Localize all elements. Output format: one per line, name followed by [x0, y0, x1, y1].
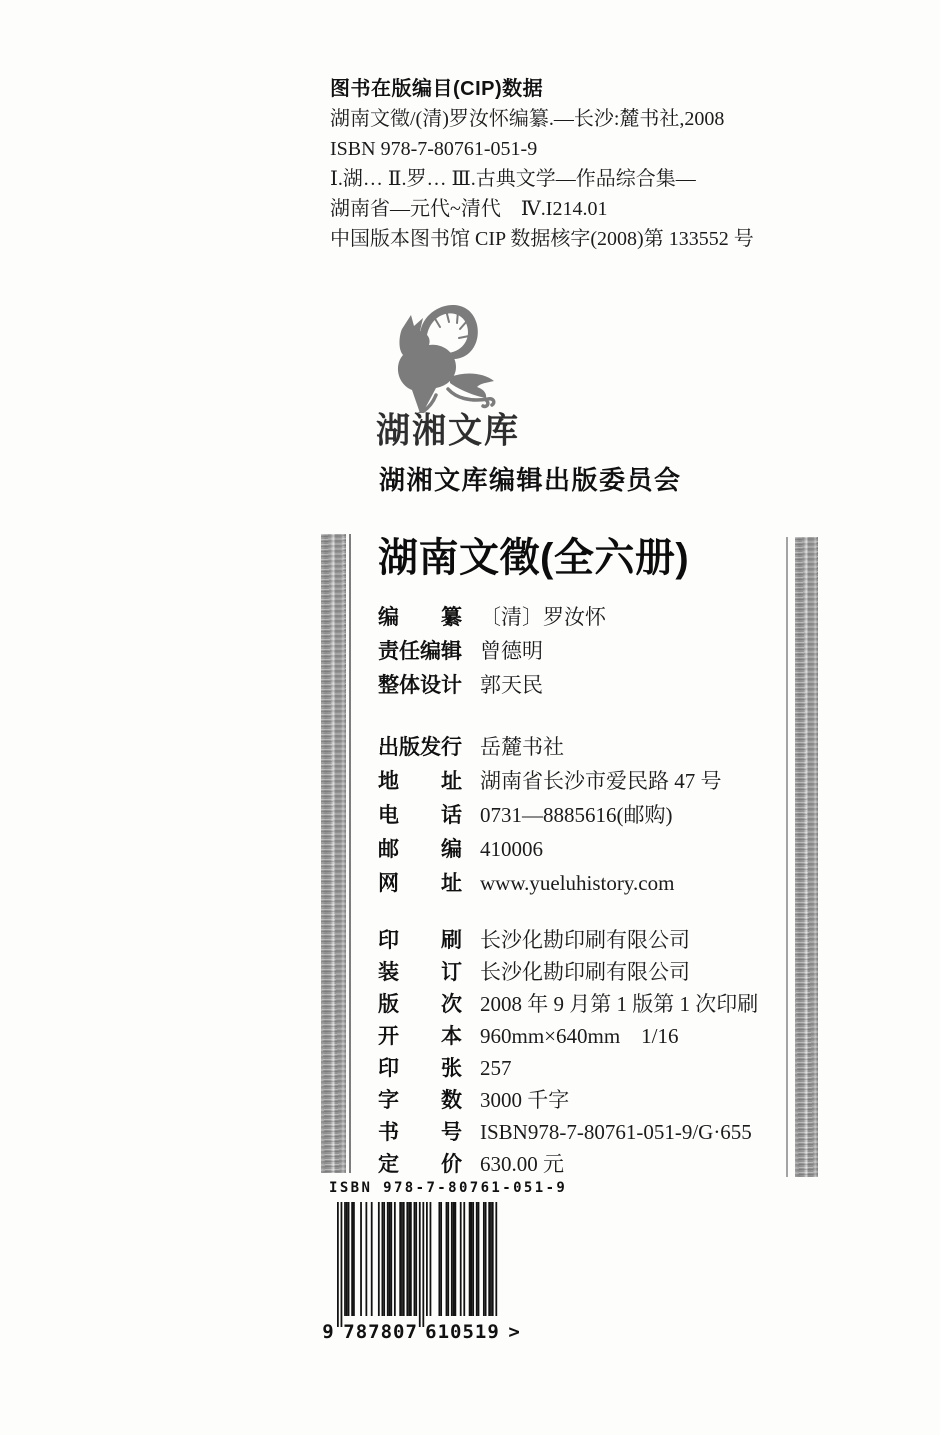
field-value: 0731—8885616(邮购) — [480, 803, 673, 827]
phoenix-bird-logo-icon — [374, 293, 502, 413]
colophon-row — [378, 1116, 798, 1148]
field-label: 出版发行 — [378, 736, 462, 759]
field-value: 岳麓书社 — [480, 735, 564, 759]
left-bar-edge-line — [349, 534, 351, 1173]
colophon-row — [378, 956, 798, 988]
field-value: 3000 千字 — [480, 1088, 570, 1112]
field-label: 责任编辑 — [378, 640, 462, 663]
colophon-row — [378, 1084, 798, 1116]
field-label: 定 价 — [378, 1153, 462, 1176]
field-label: 版 次 — [378, 993, 462, 1016]
cip-line: Ⅰ.湖… Ⅱ.罗… Ⅲ.古典文学—作品综合集— — [330, 168, 696, 190]
isbn-label: ISBN 978-7-80761-051-9 — [329, 1180, 568, 1196]
colophon-row — [378, 866, 798, 900]
right-bar-texture — [795, 537, 818, 1177]
colophon-row — [378, 988, 798, 1020]
printing-group — [378, 924, 798, 1180]
seal-script-title: 湖湘文库 — [376, 412, 520, 451]
cip-line: 中国版本图书馆 CIP 数据核字(2008)第 133552 号 — [330, 228, 754, 250]
book-title: 湖南文徵(全六册) — [378, 536, 690, 580]
colophon-row — [378, 1020, 798, 1052]
colophon-row — [378, 798, 798, 832]
left-bar-texture — [321, 534, 346, 1173]
field-value: 960mm×640mm 1/16 — [480, 1024, 679, 1048]
colophon-row — [378, 634, 798, 668]
svg-text:787807: 787807 — [343, 1321, 418, 1342]
cip-title: 图书在版编目(CIP)数据 — [330, 78, 544, 100]
colophon-row — [378, 668, 798, 702]
colophon-row — [378, 924, 798, 956]
field-label: 开 本 — [378, 1025, 462, 1048]
field-value: 曾德明 — [480, 639, 543, 663]
field-value: 长沙化勘印刷有限公司 — [480, 960, 690, 984]
field-label: 网 址 — [378, 872, 462, 895]
colophon-row — [378, 832, 798, 866]
editors-group — [378, 600, 798, 702]
left-decorative-bar — [321, 534, 352, 1173]
field-label: 邮 编 — [378, 838, 462, 861]
publisher-group — [378, 730, 798, 900]
colophon-row — [378, 1148, 798, 1180]
field-value: 长沙化勘印刷有限公司 — [480, 928, 690, 952]
field-label: 装 订 — [378, 961, 462, 984]
field-value: 257 — [480, 1056, 512, 1080]
svg-text:>: > — [508, 1321, 520, 1342]
colophon-row — [378, 764, 798, 798]
cip-line: 湖南文徵/(清)罗汝怀编纂.—长沙:麓书社,2008 — [330, 108, 725, 130]
cip-line: 湖南省—元代~清代 Ⅳ.I214.01 — [330, 198, 608, 220]
field-label: 书 号 — [378, 1121, 462, 1144]
field-value: 410006 — [480, 837, 543, 861]
field-label: 编 纂 — [378, 606, 462, 629]
field-value: 〔清〕罗汝怀 — [480, 605, 606, 629]
field-value: 2008 年 9 月第 1 版第 1 次印刷 — [480, 992, 759, 1016]
field-value: 湖南省长沙市爱民路 47 号 — [480, 769, 722, 793]
committee-line: 湖湘文库编辑出版委员会 — [379, 465, 682, 495]
field-label: 印 刷 — [378, 929, 462, 952]
colophon-row — [378, 730, 798, 764]
svg-text:610519: 610519 — [425, 1321, 500, 1342]
colophon-main — [378, 534, 798, 1180]
field-label: 电 话 — [378, 804, 462, 827]
field-label: 印 张 — [378, 1057, 462, 1080]
colophon-row — [378, 1052, 798, 1084]
field-label: 字 数 — [378, 1089, 462, 1112]
cip-lines — [330, 104, 800, 254]
cip-block — [330, 74, 800, 254]
ean13-barcode — [321, 1202, 526, 1342]
field-value: ISBN978-7-80761-051-9/G·655 — [480, 1120, 752, 1144]
field-value: www.yueluhistory.com — [480, 871, 675, 895]
field-value: 郭天民 — [480, 673, 543, 697]
field-label: 整体设计 — [378, 674, 462, 697]
field-value: 630.00 元 — [480, 1152, 564, 1176]
svg-text:9: 9 — [322, 1321, 334, 1342]
colophon-row — [378, 600, 798, 634]
field-label: 地 址 — [378, 770, 462, 793]
cip-line: ISBN 978-7-80761-051-9 — [330, 138, 538, 160]
